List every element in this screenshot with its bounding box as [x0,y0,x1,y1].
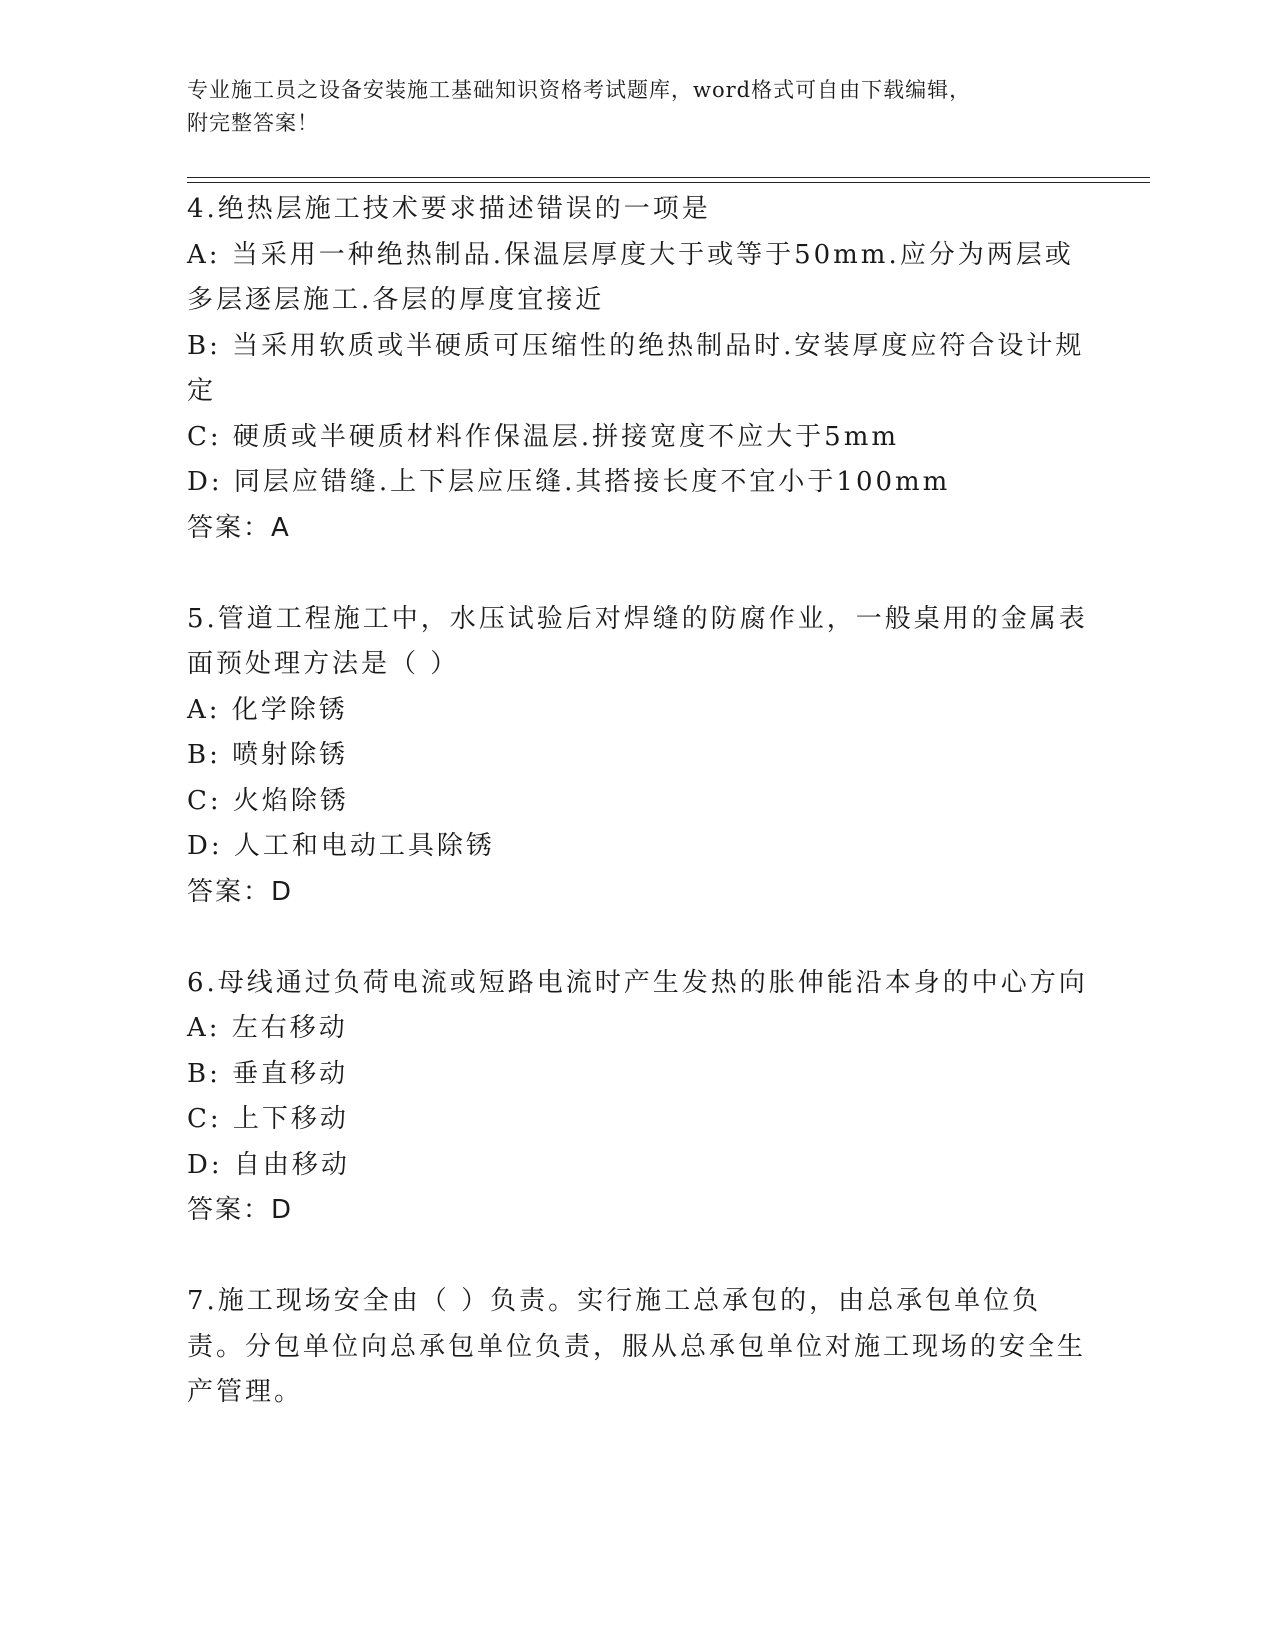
answer-label: 答案：A [187,512,291,543]
option-d: D: 自由移动 [187,1149,350,1180]
question-spacer [187,915,1092,961]
question-5 [187,597,1092,916]
option-c: C: 上下移动 [187,1104,349,1134]
question-stem: 7.施工现场安全由（ ）负责。实行施工总承包的，由总承包单位负责。分包单位向总承包单位负责，服从总承包单位对施工现场的安全生产管理。 [187,1286,1087,1407]
question-list [187,187,1092,1416]
option-a: A: 当采用一种绝热制品.保温层厚度大于或等于50mm.应分为两层或多层逐层施工.各层的厚度宜接近 [187,239,1074,315]
question-6 [187,961,1092,1234]
answer-label: 答案：D [187,1195,294,1225]
header-divider-bottom [187,182,1150,183]
question-4 [187,187,1092,551]
option-d: D: 人工和电动工具除锈 [187,831,495,861]
question-spacer [187,551,1092,597]
question-stem: 4.绝热层施工技术要求描述错误的一项是 [187,194,711,224]
option-d: D: 同层应错缝.上下层应压缝.其搭接长度不宜小于100mm [187,467,951,497]
header-line-2: 附完整答案！ [187,111,319,135]
question-stem: 5.管道工程施工中，水压试验后对焊缝的防腐作业，一般桌用的金属表面预处理方法是（ ） [187,603,1088,679]
header-line-1: 专业施工员之设备安装施工基础知识资格考试题库，word格式可自由下载编辑， [187,78,972,102]
option-b: B: 当采用软质或半硬质可压缩性的绝热制品时.安装厚度应符合设计规定 [187,330,1085,406]
document-header [187,74,1087,140]
question-7 [187,1279,1092,1416]
header-divider-top [187,177,1150,178]
option-b: B: 喷射除锈 [187,740,349,770]
option-c: C: 火焰除锈 [187,785,349,816]
option-b: B: 垂直移动 [187,1058,349,1089]
question-stem: 6.母线通过负荷电流或短路电流时产生发热的胀伸能沿本身的中心方向 [187,967,1088,998]
option-a: A: 左右移动 [187,1013,348,1043]
option-c: C: 硬质或半硬质材料作保温层.拼接宽度不应大于5mm [187,421,900,452]
question-spacer [187,1234,1092,1280]
option-a: A: 化学除锈 [187,694,348,725]
answer-label: 答案：D [187,876,294,907]
